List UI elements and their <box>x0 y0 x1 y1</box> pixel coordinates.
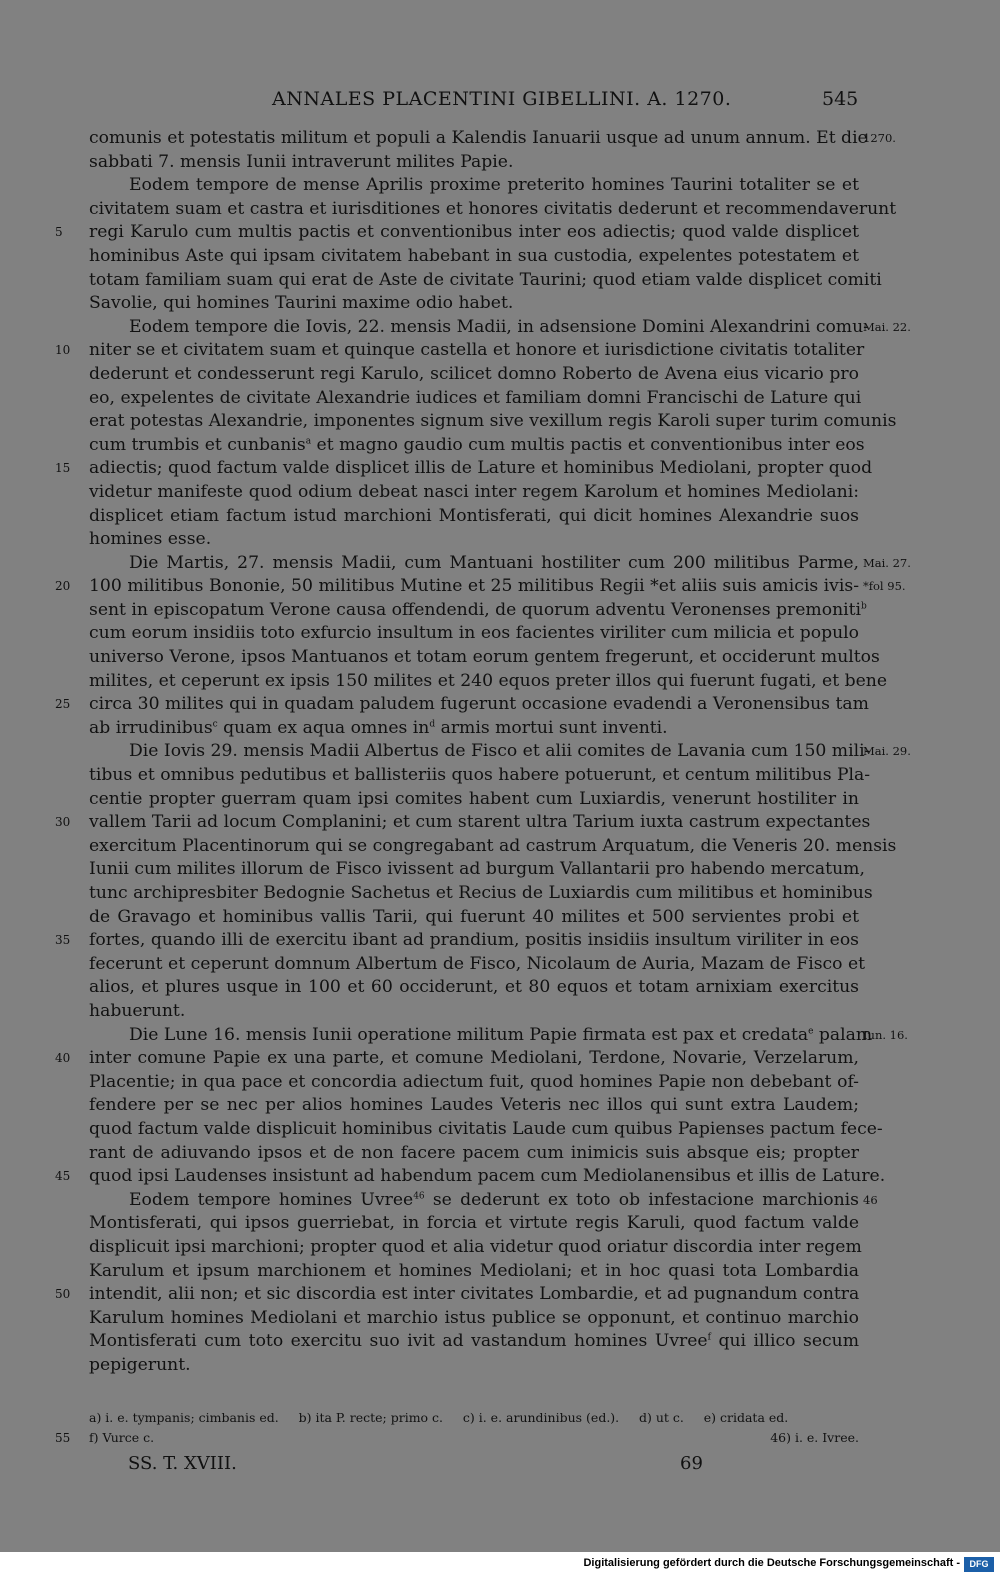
margin-note: Mai. 22. <box>863 319 911 334</box>
line-number: 20 <box>55 579 71 594</box>
text-segment: displicuit ipsi marchioni; propter quod et alia videtur quod oriatur discordia inter regem <box>89 1236 862 1257</box>
text-segment: exercitum Placentinorum qui se congregabant ad castrum Arquatum, die Veneris 20. mensis <box>89 835 897 856</box>
text-line <box>89 1212 859 1236</box>
text-segment: fendere per se nec per alios homines Laudes Veteris nec illos qui sunt extra Laudem; <box>89 1095 859 1116</box>
text-segment: quod ipsi Laudenses insistunt ad habendum pacem cum Mediolanensibus et illis de Lature. <box>89 1166 886 1187</box>
text-line <box>89 1354 859 1378</box>
text-line <box>89 1071 859 1095</box>
text-segment: quod factum valde displicuit hominibus civitatis Laude cum quibus Papienses pactum fece- <box>89 1118 883 1139</box>
text-segment: alios, et plures usque in 100 et 60 occiderunt, et 80 equos et totam arnixiam exercitus <box>89 977 859 998</box>
text-line <box>89 1024 908 1048</box>
text-segment: se dederunt ex toto ob infestacione marchionis <box>424 1189 859 1210</box>
text-segment: 100 militibus Bononie, 50 militibus Mutine et 25 militibus Regii *et aliis suis amicis ivis- <box>89 576 859 597</box>
text-segment: Iunii cum milites illorum de Fisco ivissent ad burgum Vallantarii pro habendo mercatum, <box>89 859 865 880</box>
text-line <box>55 693 869 717</box>
text-line <box>89 1307 859 1331</box>
text-segment: sent in episcopatum Verone causa offendendi, de quorum adventu Veronenses premoniti <box>89 599 862 620</box>
line-number: 5 <box>55 225 63 240</box>
text-segment: et magno gaudio cum multis pactis et conventionibus inter eos <box>311 434 865 455</box>
line-number: 50 <box>55 1287 71 1302</box>
text-segment: habuerunt. <box>89 1000 186 1021</box>
text-line <box>89 387 862 411</box>
text-line <box>55 811 871 835</box>
text-line <box>89 552 911 576</box>
text-line <box>89 127 896 151</box>
text-line <box>89 174 859 198</box>
dfg-credit-text: Digitalisierung gefördert durch die Deutsche Forschungsgemeinschaft - <box>583 1557 960 1569</box>
text-segment: Karulum homines Mediolani et marchio istus publice se opponunt, et continuo marchio <box>89 1307 859 1328</box>
text-line <box>89 1189 878 1213</box>
text-segment: fecerunt et ceperunt domnum Albertum de Fisco, Nicolaum de Auria, Mazam de Fisco et <box>89 953 866 974</box>
text-segment: Eodem tempore de mense Aprilis proxime preterito homines Taurini totaliter se et <box>129 175 859 196</box>
text-segment: universo Verone, ipsos Mantuanos et totam eorum gentem fregerunt, et occiderunt multos <box>89 647 880 668</box>
text-segment: rant de adiuvando ipsos et de non facere pacem cum inimicis suis absque eis; propter <box>89 1142 859 1163</box>
margin-note: Iun. 16. <box>863 1027 908 1042</box>
text-segment: tibus et omnibus pedutibus et ballisteriis quos habere potuerunt, et centum militibus Pla- <box>89 765 871 786</box>
text-line <box>89 906 859 930</box>
text-segment: Savolie, qui homines Taurini maxime odio habet. <box>89 293 514 314</box>
running-header <box>0 88 1000 116</box>
text-line <box>89 292 859 316</box>
text-line <box>89 410 897 434</box>
text-segment: centie propter guerram quam ipsi comites habent cum Luxiardis, venerunt hostiliter in <box>89 788 859 809</box>
text-line <box>89 198 897 222</box>
text-segment: homines esse. <box>89 529 212 550</box>
text-segment: cum eorum insidiis toto exfurcio insultum in eos facientes viriliter cum milicia et populo <box>89 623 859 644</box>
footnote-line <box>89 1408 859 1428</box>
line-number: 55 <box>55 1431 71 1445</box>
text-line <box>89 528 859 552</box>
dfg-logo[interactable]: DFG <box>964 1557 994 1572</box>
line-number: 30 <box>55 815 71 830</box>
text-line <box>89 1094 859 1118</box>
text-line <box>89 764 871 788</box>
text-line <box>89 740 911 764</box>
text-line <box>89 245 859 269</box>
text-segment: vallem Tarii ad locum Complanini; et cum starent ultra Tarium iuxta castrum expectantes <box>89 812 871 833</box>
line-number: 10 <box>55 343 71 358</box>
text-line <box>89 599 867 623</box>
margin-note: Mai. 29. <box>863 744 911 759</box>
line-number: 40 <box>55 1051 71 1066</box>
text-segment: Die Martis, 27. mensis Madii, cum Mantuani hostiliter cum 200 militibus Parme, <box>129 552 859 573</box>
text-segment: totam familiam suam qui erat de Aste de civitate Taurini; quod etiam valde displicet comiti <box>89 269 882 290</box>
margin-note: 1270. <box>863 131 896 145</box>
text-line <box>89 505 859 529</box>
text-segment: milites, et ceperunt ex ipsis 150 milites et 240 equos preter illos qui fuerunt fugati, et bene <box>89 670 887 691</box>
text-segment: Die Iovis 29. mensis Madii Albertus de Fisco et alii comites de Lavania cum 150 mili- <box>129 741 871 762</box>
text-line <box>89 269 882 293</box>
running-title: ANNALES PLACENTINI GIBELLINI. A. 1270. <box>272 88 732 110</box>
line-number: 25 <box>55 697 71 712</box>
footnote-ref: b <box>861 601 867 612</box>
text-line <box>89 434 865 458</box>
line-number: 15 <box>55 461 71 476</box>
text-line <box>89 646 880 670</box>
main-text <box>55 127 911 1377</box>
text-line <box>89 1000 859 1024</box>
text-line <box>89 976 859 1000</box>
text-segment: Karulum et ipsum marchionem et homines Mediolani; et in hoc quasi tota Lombardia <box>89 1260 859 1281</box>
text-segment: palam <box>813 1024 873 1045</box>
footnote-ref: c <box>212 719 218 730</box>
text-segment: dederunt et condesserunt regi Karulo, scilicet domno Roberto de Avena eius vicario pro <box>89 363 859 384</box>
text-line <box>89 1330 859 1354</box>
margin-note: 46 <box>863 1192 878 1207</box>
text-segment: civitatem suam et castra et iurisditiones et honores civitatis dederunt et recommendaverunt <box>89 198 897 219</box>
footnote-text: f) Vurce c. <box>89 1430 155 1445</box>
signature-mark: 69 <box>680 1453 703 1474</box>
footnote-ref: d <box>429 719 436 730</box>
line-number: 45 <box>55 1169 71 1184</box>
text-segment: Die Lune 16. mensis Iunii operatione militum Papie firmata est pax et credata <box>129 1024 809 1045</box>
text-segment: ab irrudinibus <box>89 717 213 738</box>
text-segment: tunc archipresbiter Bedognie Sachetus et Recius de Luxiardis cum militibus et hominibus <box>89 883 873 903</box>
text-line <box>89 316 911 340</box>
text-line <box>89 953 866 977</box>
text-line <box>89 717 859 741</box>
margin-note: Mai. 27. <box>863 555 911 570</box>
text-segment: Eodem tempore homines Uvree <box>129 1189 414 1210</box>
text-segment: armis mortui sunt inventi. <box>435 717 668 738</box>
text-segment: intendit, alii non; et sic discordia est inter civitates Lombardie, et ad pugnandum contra <box>89 1284 860 1305</box>
text-line <box>55 1047 859 1071</box>
text-line <box>89 622 859 646</box>
footnote-text: a) i. e. tympanis; cimbanis ed. b) ita P. recte; primo c. c) i. e. arundinibus (ed.). d) ut c. e) cridata ed. <box>89 1410 789 1425</box>
dfg-credit-bar <box>0 1552 1000 1577</box>
text-line <box>89 1118 883 1142</box>
text-segment: Placentie; in qua pace et concordia adiectum fuit, quod homines Papie non debebant of- <box>89 1071 859 1092</box>
text-line <box>55 221 859 245</box>
text-line <box>89 481 859 505</box>
text-segment: Montisferati cum toto exercitu suo ivit ad vastandum homines Uvree <box>89 1331 708 1352</box>
text-segment: sabbati 7. mensis Iunii intraverunt milites Papie. <box>89 151 514 172</box>
text-line <box>89 151 859 175</box>
text-line <box>89 1236 862 1260</box>
text-segment: inter comune Papie ex una parte, et comune Mediolani, Terdone, Novarie, Verzelarum, <box>89 1048 859 1069</box>
text-segment: niter se et civitatem suam et quinque castella et honore et iurisdictione civitatis totaliter <box>89 340 865 361</box>
text-line <box>89 858 865 882</box>
margin-note: *fol 95. <box>863 579 906 594</box>
text-line <box>55 1165 886 1189</box>
text-line <box>89 788 859 812</box>
text-line <box>89 363 859 387</box>
page-number: 545 <box>822 88 859 110</box>
text-segment: cum trumbis et cunbanis <box>89 434 306 455</box>
footnote-ref: 46 <box>413 1190 425 1201</box>
footnote-ref: e <box>808 1025 814 1036</box>
text-segment: erat potestas Alexandrie, imponentes signum sive vexillum regis Karoli super turim comunis <box>89 411 897 432</box>
page-footer <box>0 1453 1000 1479</box>
text-segment: qui illico secum <box>710 1331 860 1352</box>
text-line <box>89 670 887 694</box>
text-segment: adiectis; quod factum valde displicet illis de Lature et hominibus Mediolani, propter quod <box>89 458 873 479</box>
text-line <box>55 929 859 953</box>
text-line <box>55 575 906 599</box>
text-line <box>55 1283 860 1307</box>
text-segment: displicet etiam factum istud marchioni Montisferati, qui dicit homines Alexandrie suos <box>89 505 859 526</box>
footnote-ref: a <box>305 435 312 446</box>
text-segment: eo, expelentes de civitate Alexandrie iudices et familiam domni Francischi de Lature qui <box>89 387 862 408</box>
text-segment: Montisferati, qui ipsos guerriebat, in forcia et virtute regis Karuli, quod factum valde <box>89 1213 859 1234</box>
footnote-line <box>55 1428 859 1448</box>
text-line <box>55 339 865 363</box>
footnotes <box>55 1408 859 1448</box>
text-segment: fortes, quando illi de exercitu ibant ad prandium, positis insidiis insultum viriliter in eos <box>89 930 859 951</box>
text-segment: pepigerunt. <box>89 1354 191 1375</box>
text-segment: de Gravago et hominibus vallis Tarii, qui fuerunt 40 milites et 500 servientes probi et <box>89 906 859 927</box>
text-line <box>55 457 873 481</box>
text-segment: circa 30 milites qui in quadam paludem fugerunt occasione evadendi a Veronensibus tam <box>89 694 869 715</box>
text-segment: videtur manifeste quod odium debeat nasci inter regem Karolum et homines Mediolani: <box>89 481 859 502</box>
text-segment: regi Karulo cum multis pactis et conventionibus inter eos adiectis; quod valde displicet <box>89 222 859 243</box>
text-segment: comunis et potestatis militum et populi a Kalendis Ianuarii usque ad unum annum. Et die <box>89 128 868 148</box>
text-segment: quam ex aqua omnes in <box>217 717 430 738</box>
text-segment: Eodem tempore die Iovis, 22. mensis Madii, in adsensione Domini Alexandrini comu- <box>129 316 869 337</box>
line-number: 35 <box>55 933 71 948</box>
text-line <box>89 1260 859 1284</box>
footnote-ref: f <box>707 1332 711 1343</box>
series-label: SS. T. XVIII. <box>128 1453 237 1474</box>
text-segment: hominibus Aste qui ipsam civitatem habebant in sua custodia, expelentes potestatem et <box>89 245 859 266</box>
text-line <box>89 1142 859 1166</box>
text-line <box>89 882 873 906</box>
text-line <box>89 835 897 859</box>
footnote-text: 46) i. e. Ivree. <box>770 1430 859 1445</box>
